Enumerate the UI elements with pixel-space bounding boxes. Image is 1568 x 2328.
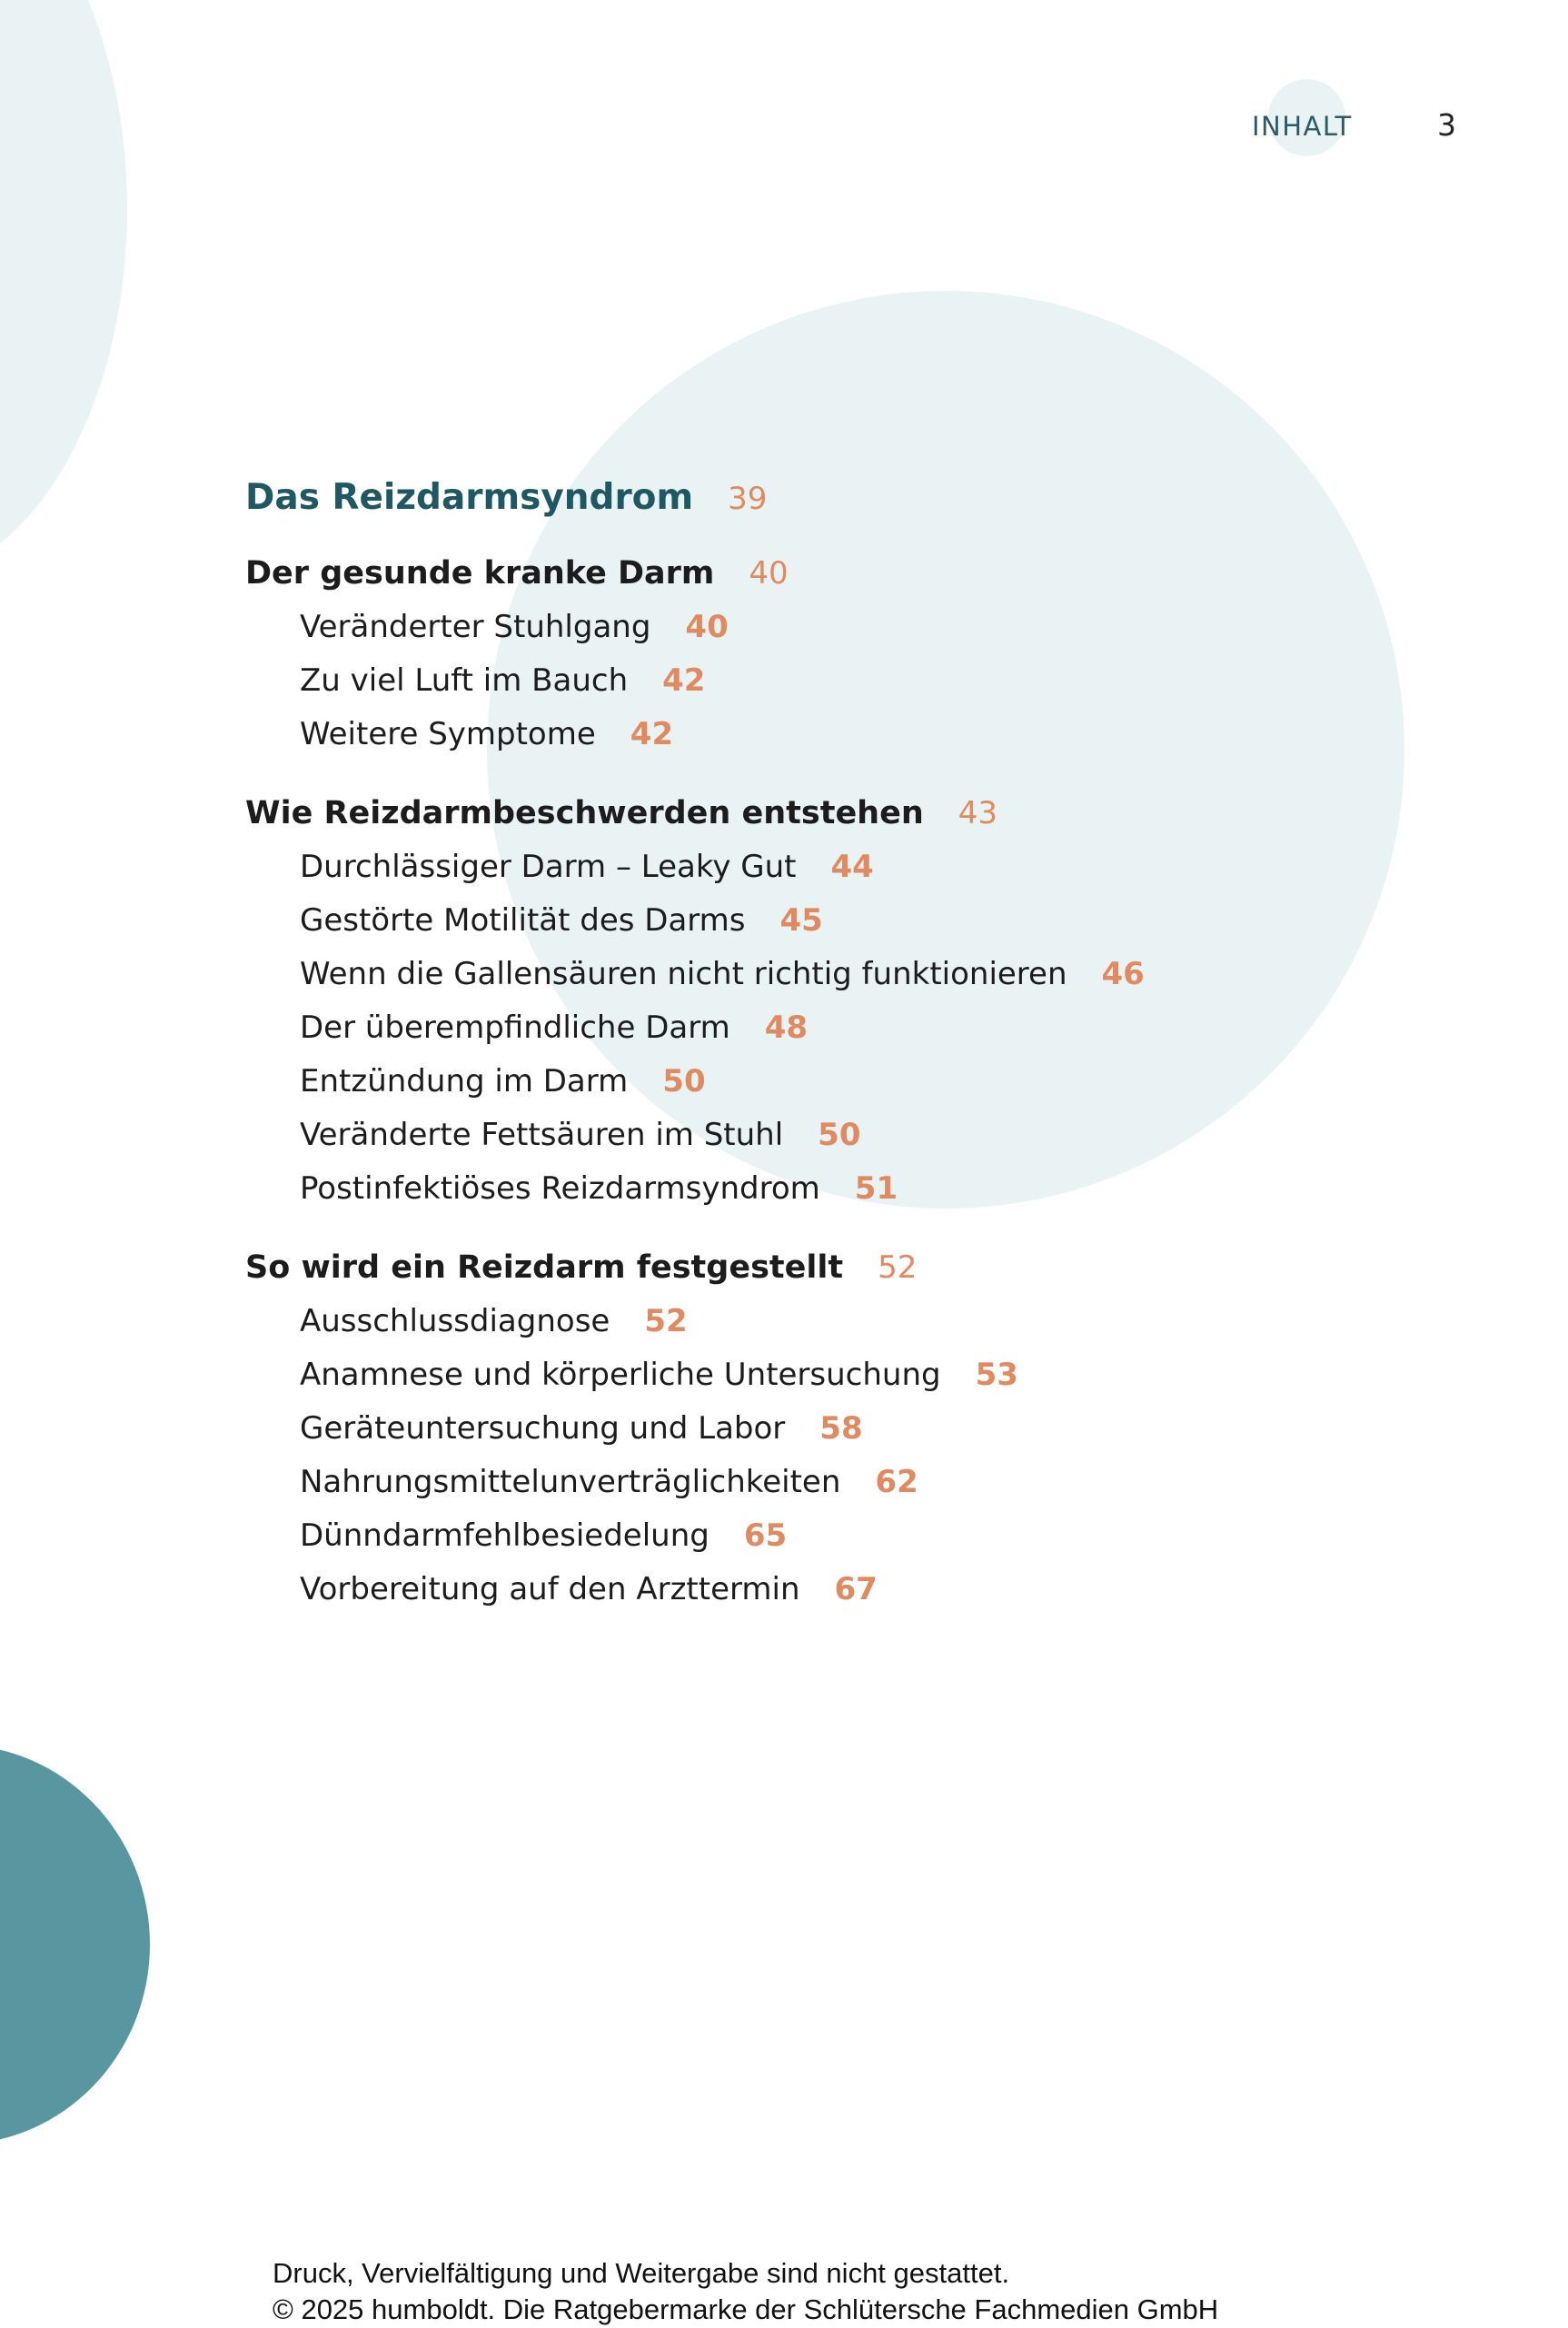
- toc-entry-page: 52: [644, 1303, 688, 1339]
- toc-entry-page: 58: [819, 1410, 863, 1447]
- toc-entry-page: 48: [764, 1010, 809, 1046]
- toc-entry-page: 65: [743, 1517, 788, 1554]
- toc-entry-title: Durchlässiger Darm – Leaky Gut: [300, 849, 797, 885]
- toc-entry-page: 45: [779, 902, 823, 939]
- toc-entry-page: 53: [975, 1357, 1018, 1393]
- toc-entry-title: Entzündung im Darm: [300, 1063, 629, 1099]
- toc-section: [245, 555, 1145, 770]
- toc-entry[interactable]: [245, 849, 1145, 902]
- toc-entry-page: 51: [854, 1170, 898, 1207]
- toc-part-entry[interactable]: [245, 477, 1145, 541]
- footer-line-2: © 2025 humboldt. Die Ratgebermarke der Schlütersche Fachmedien GmbH: [273, 2293, 1219, 2325]
- toc-entry[interactable]: [245, 1063, 1145, 1117]
- footer-line-1: Druck, Vervielfältigung und Weitergabe sind nicht gestattet.: [273, 2257, 1010, 2289]
- toc-entry-page: 44: [830, 849, 874, 885]
- toc-entry[interactable]: [245, 956, 1145, 1010]
- toc-entry-title: Gestörte Motilität des Darms: [300, 902, 746, 939]
- toc-entry-page: 50: [818, 1117, 861, 1153]
- toc-chapter-entry[interactable]: [245, 795, 1145, 849]
- toc-entry-title: Zu viel Luft im Bauch: [300, 662, 629, 699]
- toc-entry-title: Veränderter Stuhlgang: [300, 609, 651, 645]
- toc-entry-title: Veränderte Fettsäuren im Stuhl: [300, 1117, 784, 1153]
- toc-entry-page: 62: [875, 1464, 918, 1500]
- toc-entry-title: Geräteuntersuchung und Labor: [300, 1410, 786, 1447]
- toc-entry[interactable]: [245, 902, 1145, 956]
- toc-part-title: Das Reizdarmsyndrom: [245, 477, 694, 518]
- toc-entry[interactable]: [245, 609, 1145, 662]
- running-header-label: INHALT: [1252, 111, 1353, 142]
- toc-chapter-title: So wird ein Reizdarm festgestellt: [245, 1249, 844, 1286]
- toc-chapter-page: 52: [878, 1249, 918, 1286]
- toc-entry[interactable]: [245, 1117, 1145, 1170]
- toc-entry-title: Wenn die Gallensäuren nicht richtig funktionieren: [300, 956, 1067, 992]
- toc-entry[interactable]: [245, 1357, 1145, 1410]
- toc-entry-page: 67: [834, 1571, 878, 1607]
- toc-entry[interactable]: [245, 716, 1145, 770]
- toc-entry[interactable]: [245, 1303, 1145, 1357]
- toc-entry[interactable]: [245, 662, 1145, 716]
- toc-section: [245, 795, 1145, 1224]
- toc-chapter-title: Wie Reizdarmbeschwerden entstehen: [245, 795, 924, 831]
- table-of-contents: [245, 477, 1145, 1650]
- page-number: 3: [1437, 107, 1456, 143]
- toc-entry-page: 40: [685, 609, 729, 645]
- toc-entry[interactable]: [245, 1010, 1145, 1063]
- decorative-circle-bottom-left: [0, 1745, 150, 2144]
- toc-part-page: 39: [728, 481, 768, 517]
- toc-entry-page: 42: [662, 662, 706, 699]
- toc-chapter-entry[interactable]: [245, 555, 1145, 609]
- toc-entry[interactable]: [245, 1410, 1145, 1464]
- toc-chapter-page: 43: [958, 795, 998, 831]
- toc-entry[interactable]: [245, 1571, 1145, 1625]
- toc-section: [245, 1249, 1145, 1625]
- toc-entry[interactable]: [245, 1517, 1145, 1571]
- copyright-footer: [273, 2255, 1218, 2328]
- toc-entry-title: Der überempfindliche Darm: [300, 1010, 730, 1046]
- decorative-circle-top-left: [0, 0, 127, 582]
- toc-entry-title: Vorbereitung auf den Arzttermin: [300, 1571, 800, 1607]
- toc-chapter-page: 40: [749, 555, 789, 592]
- toc-entry-page: 42: [630, 716, 674, 752]
- toc-entry-title: Postinfektiöses Reizdarmsyndrom: [300, 1170, 820, 1207]
- toc-entry[interactable]: [245, 1170, 1145, 1224]
- toc-chapter-entry[interactable]: [245, 1249, 1145, 1303]
- toc-entry-page: 50: [662, 1063, 706, 1099]
- toc-entry-title: Weitere Symptome: [300, 716, 596, 752]
- toc-entry-page: 46: [1101, 956, 1145, 992]
- toc-entry-title: Nahrungsmittelunverträglichkeiten: [300, 1464, 841, 1500]
- toc-entry[interactable]: [245, 1464, 1145, 1517]
- toc-entry-title: Dünndarmfehlbesiedelung: [300, 1517, 710, 1554]
- toc-chapter-title: Der gesunde kranke Darm: [245, 555, 715, 592]
- toc-entry-title: Ausschlussdiagnose: [300, 1303, 610, 1339]
- toc-entry-title: Anamnese und körperliche Untersuchung: [300, 1357, 941, 1393]
